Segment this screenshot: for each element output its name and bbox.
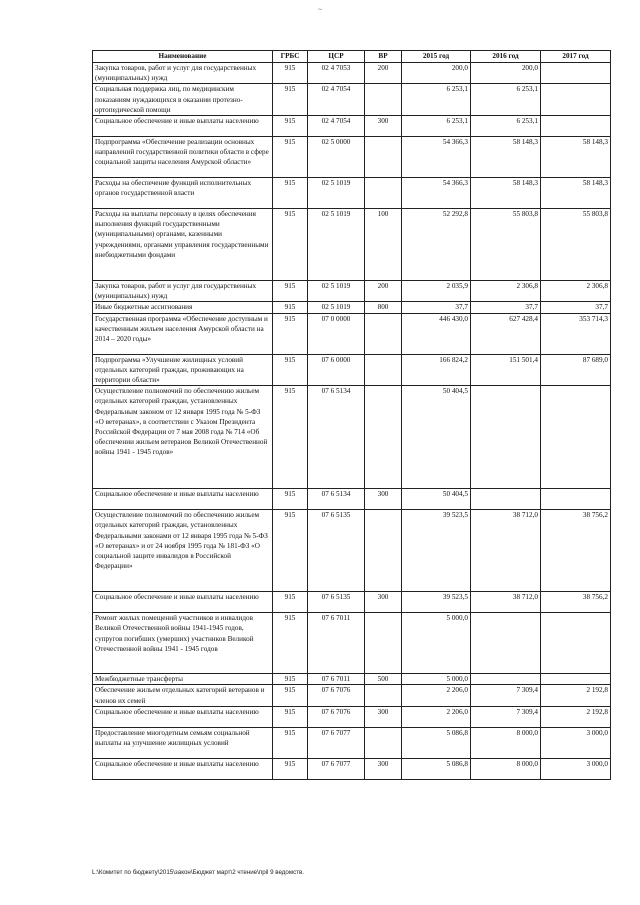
row-2016-cell: 6 253,1 — [471, 84, 541, 116]
row-grbs-cell: 915 — [273, 592, 308, 613]
row-2016-cell: 37,7 — [471, 302, 541, 313]
row-2016-cell: 7 309,4 — [471, 706, 541, 727]
row-grbs-cell: 915 — [273, 84, 308, 116]
row-2017-cell: 38 756,2 — [541, 510, 611, 592]
row-grbs-cell: 915 — [273, 302, 308, 313]
row-2015-cell: 446 430,0 — [402, 313, 471, 354]
table-row — [93, 84, 611, 116]
row-2015-cell: 166 824,2 — [402, 354, 471, 386]
row-vr-cell — [365, 685, 402, 706]
row-name-cell: Государственная программа «Обеспечение доступным и качественным жильем населения Амурской области на 2014 – 2020 годы» — [93, 313, 273, 354]
row-2016-cell: 58 148,3 — [471, 137, 541, 178]
row-name-cell: Социальное обеспечение и иные выплаты населению — [93, 758, 273, 779]
row-2016-cell: 58 148,3 — [471, 178, 541, 209]
col-header-csr: ЦСР — [308, 51, 365, 63]
row-2016-cell: 38 712,0 — [471, 510, 541, 592]
row-vr-cell: 800 — [365, 302, 402, 313]
table-row — [93, 510, 611, 592]
row-2015-cell: 39 523,5 — [402, 592, 471, 613]
row-2016-cell — [471, 613, 541, 674]
row-2015-cell: 54 366,3 — [402, 137, 471, 178]
row-2015-cell: 200,0 — [402, 63, 471, 84]
row-grbs-cell: 915 — [273, 613, 308, 674]
row-2017-cell — [541, 116, 611, 137]
row-name-cell: Социальное обеспечение и иные выплаты населению — [93, 489, 273, 510]
row-vr-cell: 200 — [365, 281, 402, 302]
col-header-2016: 2016 год — [471, 51, 541, 63]
row-grbs-cell: 915 — [273, 674, 308, 685]
row-csr-cell: 07 6 0000 — [308, 354, 365, 386]
row-name-cell: Социальная поддержка лиц, по медицинским показаниям нуждающихся в оказании протезно-ортопедической помощи — [93, 84, 273, 116]
row-vr-cell — [365, 84, 402, 116]
row-2015-cell: 5 000,0 — [402, 674, 471, 685]
row-grbs-cell: 915 — [273, 63, 308, 84]
row-2016-cell: 55 803,8 — [471, 209, 541, 281]
row-csr-cell: 02 5 1019 — [308, 302, 365, 313]
row-2016-cell: 6 253,1 — [471, 116, 541, 137]
page-mark: ~ — [318, 6, 322, 14]
row-csr-cell: 02 5 0000 — [308, 137, 365, 178]
row-vr-cell: 300 — [365, 592, 402, 613]
row-2015-cell: 2 206,0 — [402, 685, 471, 706]
row-2015-cell: 50 404,5 — [402, 489, 471, 510]
row-name-cell: Межбюджетные трансферты — [93, 674, 273, 685]
row-vr-cell — [365, 386, 402, 489]
table-row — [93, 137, 611, 178]
table-row — [93, 116, 611, 137]
row-name-cell: Социальное обеспечение и иные выплаты населению — [93, 116, 273, 137]
row-2017-cell: 58 148,3 — [541, 178, 611, 209]
row-grbs-cell: 915 — [273, 354, 308, 386]
row-2017-cell — [541, 674, 611, 685]
row-2015-cell: 2 206,0 — [402, 706, 471, 727]
table-row — [93, 592, 611, 613]
table-row — [93, 63, 611, 84]
row-name-cell: Осуществление полномочий по обеспечению жильем отдельных категорий граждан, установленных Федеральным законом от 12 января 1995 года № 5-ФЗ «О ветеранах», в соответствии с Указом Президента Российской Федерации от 7 мая 2008 года № 714 «Об обеспечении жильем ветеранов Великой Отечественной войны 1941 - 1945 годов» — [93, 386, 273, 489]
col-header-grbs: ГРБС — [273, 51, 308, 63]
row-csr-cell: 07 0 0000 — [308, 313, 365, 354]
row-csr-cell: 07 6 5135 — [308, 510, 365, 592]
row-grbs-cell: 915 — [273, 137, 308, 178]
table-row — [93, 727, 611, 758]
row-name-cell: Обеспечение жильем отдельных категорий ветеранов и членов их семей — [93, 685, 273, 706]
row-2015-cell: 37,7 — [402, 302, 471, 313]
row-grbs-cell: 915 — [273, 116, 308, 137]
row-2015-cell: 6 253,1 — [402, 84, 471, 116]
row-2017-cell: 87 689,0 — [541, 354, 611, 386]
row-name-cell: Ремонт жилых помещений участников и инвалидов Великой Отечественной войны 1941-1945 годов, супругов погибших (умерших) участников Великой Отечественной войны 1941 - 1945 годов — [93, 613, 273, 674]
row-name-cell: Расходы на выплаты персоналу в целях обеспечения выполнения функций государственными (муниципальными) органами, казенными учреждениями, органами управления государственными внебюджетными фондами — [93, 209, 273, 281]
row-csr-cell: 07 6 7011 — [308, 613, 365, 674]
row-2016-cell: 2 306,8 — [471, 281, 541, 302]
row-vr-cell — [365, 178, 402, 209]
row-vr-cell: 300 — [365, 116, 402, 137]
row-name-cell: Закупка товаров, работ и услуг для государственных (муниципальных) нужд — [93, 63, 273, 84]
row-2017-cell: 58 148,3 — [541, 137, 611, 178]
table-row — [93, 489, 611, 510]
row-2015-cell: 54 366,3 — [402, 178, 471, 209]
row-2016-cell — [471, 386, 541, 489]
row-name-cell: Социальное обеспечение и иные выплаты населению — [93, 592, 273, 613]
row-csr-cell: 02 5 1019 — [308, 209, 365, 281]
row-2016-cell: 627 428,4 — [471, 313, 541, 354]
row-vr-cell — [365, 613, 402, 674]
row-vr-cell — [365, 313, 402, 354]
row-2016-cell — [471, 674, 541, 685]
row-name-cell: Подпрограмма «Обеспечение реализации основных направлений государственной политики области в сфере социальной защиты населения Амурской области» — [93, 137, 273, 178]
table-row — [93, 209, 611, 281]
table-row — [93, 302, 611, 313]
row-grbs-cell: 915 — [273, 489, 308, 510]
table-header-row — [93, 51, 611, 63]
row-2017-cell: 2 192,8 — [541, 685, 611, 706]
table-row — [93, 281, 611, 302]
row-vr-cell — [365, 137, 402, 178]
row-name-cell: Предоставление многодетным семьям социальной выплаты на улучшение жилищных условий — [93, 727, 273, 758]
row-grbs-cell: 915 — [273, 758, 308, 779]
row-2015-cell: 2 035,9 — [402, 281, 471, 302]
row-2015-cell: 52 292,8 — [402, 209, 471, 281]
row-2015-cell: 39 523,5 — [402, 510, 471, 592]
col-header-name: Наименование — [93, 51, 273, 63]
col-header-2015: 2015 год — [402, 51, 471, 63]
table-row — [93, 706, 611, 727]
row-grbs-cell: 915 — [273, 313, 308, 354]
row-name-cell: Подпрограмма «Улучшение жилищных условий отдельных категорий граждан, проживающих на территории области» — [93, 354, 273, 386]
row-2017-cell: 353 714,3 — [541, 313, 611, 354]
row-2015-cell: 5 000,0 — [402, 613, 471, 674]
row-name-cell: Социальное обеспечение и иные выплаты населению — [93, 706, 273, 727]
row-csr-cell: 02 5 1019 — [308, 281, 365, 302]
row-name-cell: Закупка товаров, работ и услуг для государственных (муниципальных) нужд — [93, 281, 273, 302]
row-name-cell: Расходы на обеспечение функций исполнительных органов государственной власти — [93, 178, 273, 209]
col-header-2017: 2017 год — [541, 51, 611, 63]
row-csr-cell: 07 6 7011 — [308, 674, 365, 685]
row-grbs-cell: 915 — [273, 281, 308, 302]
row-2015-cell: 5 086,8 — [402, 727, 471, 758]
row-2017-cell — [541, 386, 611, 489]
row-grbs-cell: 915 — [273, 685, 308, 706]
table-row — [93, 685, 611, 706]
file-path-footer: L:\Комитет по бюджету\2015\закон\Бюджет март\2 чтение\прil 9 ведомств. — [92, 869, 305, 876]
row-2017-cell: 2 306,8 — [541, 281, 611, 302]
row-vr-cell — [365, 510, 402, 592]
row-vr-cell — [365, 727, 402, 758]
row-2017-cell: 55 803,8 — [541, 209, 611, 281]
row-csr-cell: 02 4 7054 — [308, 116, 365, 137]
row-csr-cell: 02 4 7054 — [308, 84, 365, 116]
row-csr-cell: 07 6 5134 — [308, 489, 365, 510]
row-csr-cell: 07 6 7077 — [308, 758, 365, 779]
row-name-cell: Осуществление полномочий по обеспечению жильем отдельных категорий граждан, установленных Федеральными законами от 12 января 1995 года № 5-ФЗ «О ветеранах» и от 24 ноября 1995 года № 181-ФЗ «О социальной защите инвалидов в Российской Федерации» — [93, 510, 273, 592]
row-2016-cell: 151 501,4 — [471, 354, 541, 386]
row-vr-cell: 300 — [365, 758, 402, 779]
row-2017-cell — [541, 489, 611, 510]
row-grbs-cell: 915 — [273, 727, 308, 758]
row-csr-cell: 02 5 1019 — [308, 178, 365, 209]
row-vr-cell: 100 — [365, 209, 402, 281]
row-2017-cell — [541, 613, 611, 674]
row-2016-cell: 38 712,0 — [471, 592, 541, 613]
row-grbs-cell: 915 — [273, 510, 308, 592]
row-grbs-cell: 915 — [273, 178, 308, 209]
row-csr-cell: 07 6 5134 — [308, 386, 365, 489]
row-grbs-cell: 915 — [273, 386, 308, 489]
row-2017-cell: 2 192,8 — [541, 706, 611, 727]
row-vr-cell: 500 — [365, 674, 402, 685]
row-2016-cell — [471, 489, 541, 510]
row-2017-cell: 3 000,0 — [541, 727, 611, 758]
table-row — [93, 758, 611, 779]
row-2016-cell: 200,0 — [471, 63, 541, 84]
table-row — [93, 613, 611, 674]
row-2017-cell — [541, 63, 611, 84]
row-2015-cell: 50 404,5 — [402, 386, 471, 489]
row-name-cell: Иные бюджетные ассигнования — [93, 302, 273, 313]
table-row — [93, 313, 611, 354]
row-2017-cell: 3 000,0 — [541, 758, 611, 779]
table-row — [93, 354, 611, 386]
row-2017-cell — [541, 84, 611, 116]
col-header-vr: ВР — [365, 51, 402, 63]
row-2015-cell: 5 086,8 — [402, 758, 471, 779]
budget-table — [92, 50, 611, 780]
row-vr-cell — [365, 354, 402, 386]
table-row — [93, 386, 611, 489]
row-2016-cell: 7 309,4 — [471, 685, 541, 706]
row-csr-cell: 07 6 7076 — [308, 685, 365, 706]
row-csr-cell: 07 6 7077 — [308, 727, 365, 758]
row-vr-cell: 300 — [365, 706, 402, 727]
row-csr-cell: 02 4 7053 — [308, 63, 365, 84]
row-2017-cell: 38 756,2 — [541, 592, 611, 613]
row-2017-cell: 37,7 — [541, 302, 611, 313]
row-2016-cell: 8 000,0 — [471, 758, 541, 779]
row-2016-cell: 8 000,0 — [471, 727, 541, 758]
row-2015-cell: 6 253,1 — [402, 116, 471, 137]
table-row — [93, 674, 611, 685]
row-vr-cell: 300 — [365, 489, 402, 510]
row-grbs-cell: 915 — [273, 706, 308, 727]
row-csr-cell: 07 6 7076 — [308, 706, 365, 727]
row-grbs-cell: 915 — [273, 209, 308, 281]
row-vr-cell: 200 — [365, 63, 402, 84]
row-csr-cell: 07 6 5135 — [308, 592, 365, 613]
table-row — [93, 178, 611, 209]
